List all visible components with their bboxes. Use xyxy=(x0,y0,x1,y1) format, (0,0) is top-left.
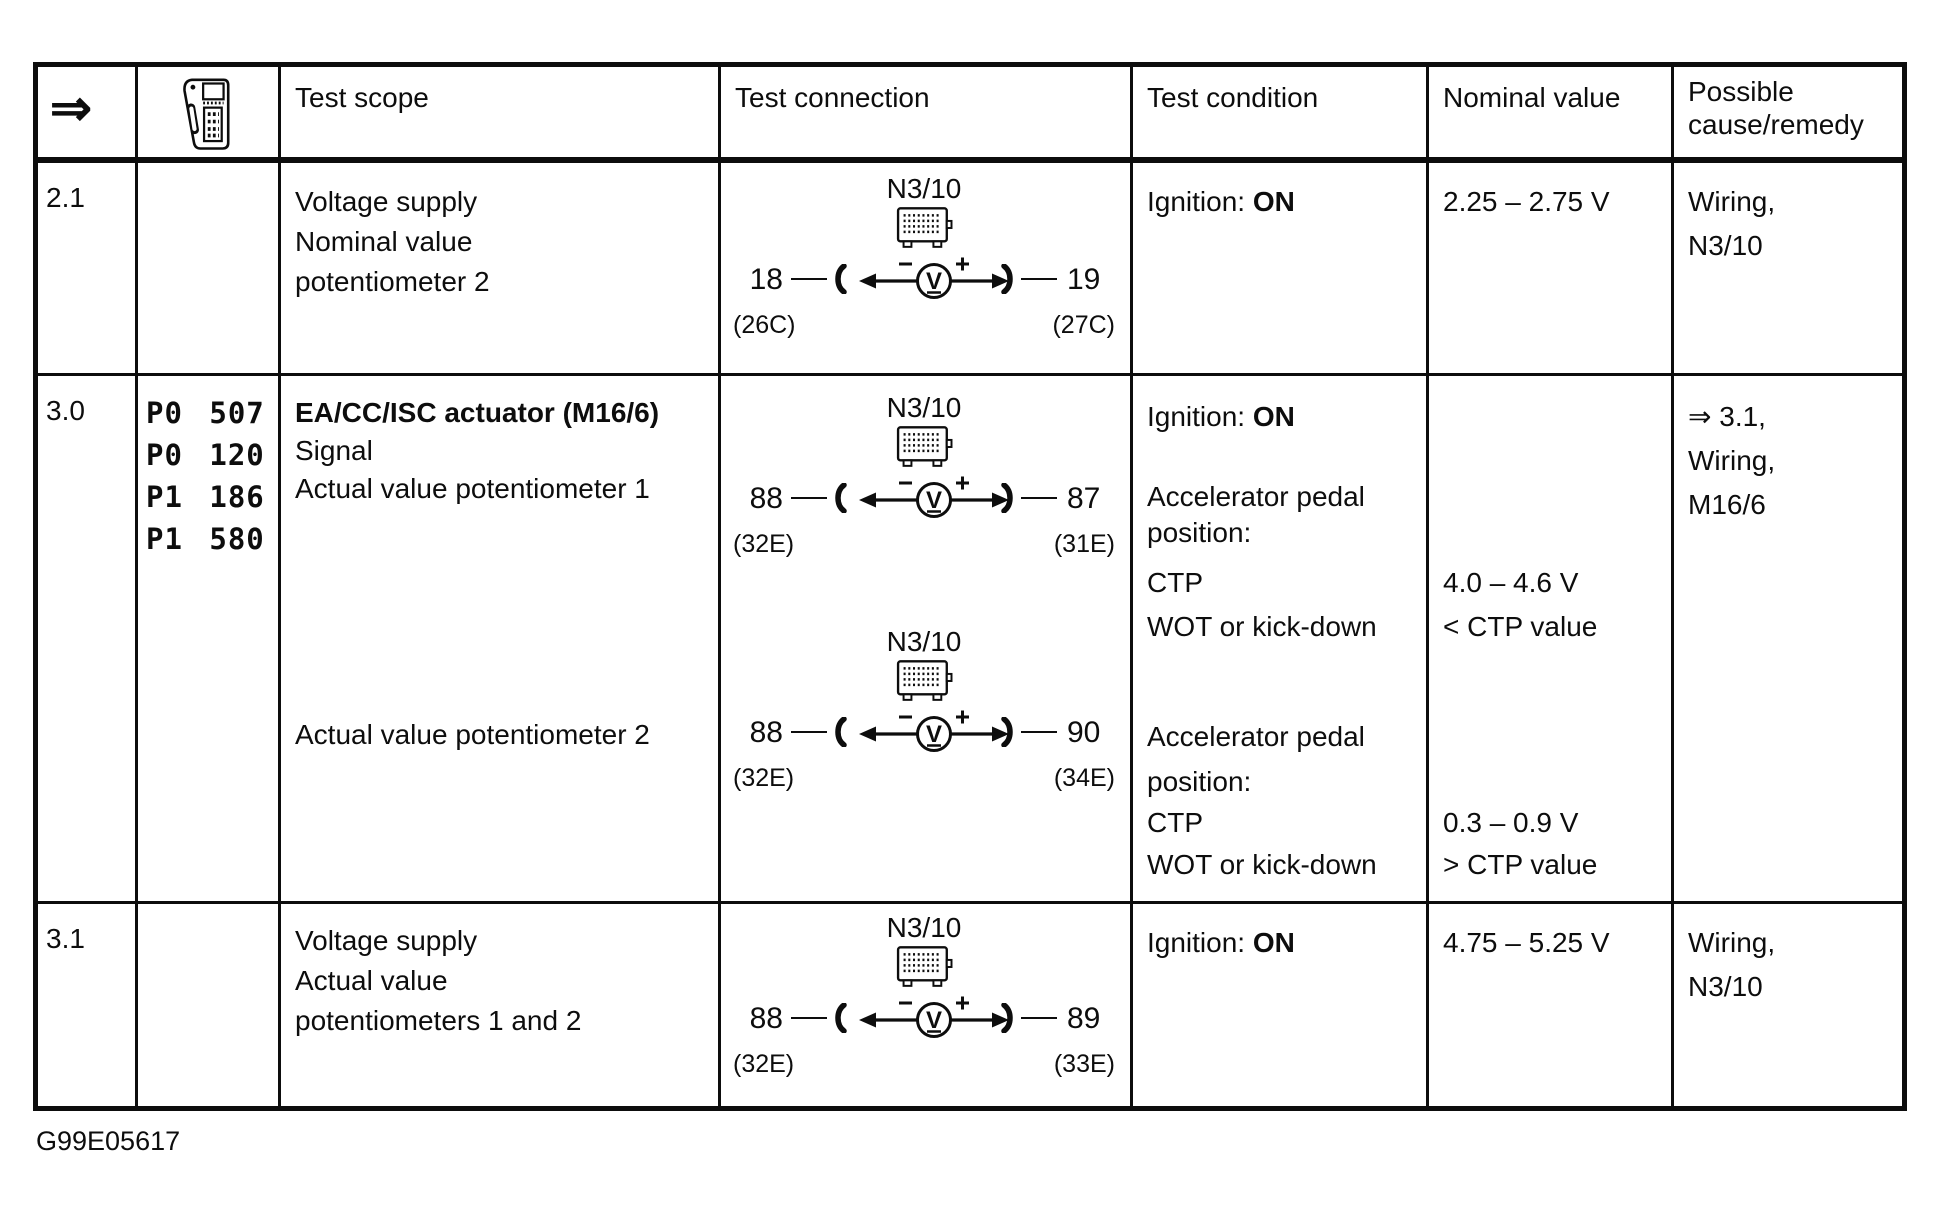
header-cell-step xyxy=(38,67,138,163)
socket-left: (32E) xyxy=(733,1050,795,1078)
row-2-1-condition-cell xyxy=(1133,163,1429,376)
condition-line: WOT or kick-down xyxy=(1147,849,1377,880)
step-number: 3.0 xyxy=(46,395,85,426)
socket-left: (26C) xyxy=(733,311,796,339)
socket-right: (33E) xyxy=(1053,1050,1115,1078)
scope-line: Signal xyxy=(295,435,373,466)
socket-labels xyxy=(731,1050,1117,1079)
scope-line: Actual value potentiometer 2 xyxy=(295,719,650,750)
voltmeter-diagram xyxy=(731,990,1117,1046)
row-3-1-cause-cell xyxy=(1674,904,1902,1106)
scope-title: EA/CC/ISC actuator (M16/6) xyxy=(295,397,660,428)
row-3-1-step-cell xyxy=(38,904,138,1106)
row-3-0-condition-cell xyxy=(1133,376,1429,904)
header-cell-nominal-value xyxy=(1429,67,1674,163)
connector-icon xyxy=(887,945,961,989)
scope-line: Actual value potentiometer 1 xyxy=(295,473,650,504)
condition-line: CTP xyxy=(1147,807,1203,838)
nominal-value: 0.3 – 0.9 V xyxy=(1443,807,1579,838)
connector-icon xyxy=(887,659,961,703)
svg-text:18: 18 xyxy=(749,263,783,296)
voltmeter-diagram xyxy=(731,470,1117,526)
svg-text:88: 88 xyxy=(749,482,783,515)
test-connection-diagram xyxy=(731,392,1117,559)
row-3-0-step-cell xyxy=(38,376,138,904)
cause-line: N3/10 xyxy=(1688,971,1763,1002)
cause-line: Wiring, xyxy=(1688,927,1776,958)
scope-line: Voltage supply xyxy=(295,925,478,956)
header-cell-tester xyxy=(138,67,281,163)
row-3-1-codes-cell xyxy=(138,904,281,1106)
row-3-0-codes-cell xyxy=(138,376,281,904)
scope-line: Nominal value xyxy=(295,226,473,257)
fault-code: P1 580 xyxy=(146,522,265,556)
row-3-1-connection-cell xyxy=(721,904,1133,1106)
header-cell-test-condition xyxy=(1133,67,1429,163)
step-number: 3.1 xyxy=(46,923,85,954)
column-title: Test condition xyxy=(1147,82,1319,113)
fault-code: P1 186 xyxy=(146,480,265,514)
nominal-value: 4.75 – 5.25 V xyxy=(1443,927,1610,958)
socket-right: (34E) xyxy=(1053,764,1115,792)
row-3-1-condition-cell xyxy=(1133,904,1429,1106)
header-cell-test-connection xyxy=(721,67,1133,163)
row-2-1-scope-cell xyxy=(281,163,721,376)
svg-text:19: 19 xyxy=(1067,263,1101,296)
socket-labels xyxy=(731,311,1117,340)
condition-line: Accelerator pedal xyxy=(1147,481,1365,512)
svg-text:89: 89 xyxy=(1067,1002,1101,1035)
voltmeter-diagram xyxy=(731,704,1117,760)
row-3-1-nominal-cell xyxy=(1429,904,1674,1106)
row-2-1-connection-cell xyxy=(721,163,1133,376)
cause-line: Wiring, xyxy=(1688,186,1776,217)
header-cell-possible-cause xyxy=(1674,67,1902,163)
column-title: Nominal value xyxy=(1443,82,1621,113)
test-connection-diagram xyxy=(731,173,1117,340)
condition-line: Ignition: ON xyxy=(1147,186,1295,217)
nominal-value: < CTP value xyxy=(1443,611,1598,642)
svg-text:87: 87 xyxy=(1067,482,1101,515)
fault-code: P0 120 xyxy=(146,438,265,472)
condition-line: Accelerator pedal xyxy=(1147,721,1365,752)
column-title: Test scope xyxy=(295,82,429,113)
socket-right: (31E) xyxy=(1053,530,1115,558)
connector-icon xyxy=(887,206,961,250)
row-3-0-scope-cell xyxy=(281,376,721,904)
row-2-1-cause-cell xyxy=(1674,163,1902,376)
hand-held-tester-icon xyxy=(174,77,236,155)
cause-line: Wiring, xyxy=(1688,445,1776,476)
header-cell-test-scope xyxy=(281,67,721,163)
fault-code: P0 507 xyxy=(146,396,265,430)
module-label: N3/10 xyxy=(886,912,962,943)
condition-line: Ignition: ON xyxy=(1147,401,1295,432)
row-2-1-nominal-cell xyxy=(1429,163,1674,376)
forward-arrow-icon: ⇒ xyxy=(50,80,92,136)
socket-labels xyxy=(731,764,1117,793)
column-title: Test connection xyxy=(735,82,930,113)
fault-code-display xyxy=(146,392,265,560)
row-3-0-nominal-cell xyxy=(1429,376,1674,904)
row-3-1-scope-cell xyxy=(281,904,721,1106)
svg-text:88: 88 xyxy=(749,716,783,749)
test-connection-diagram xyxy=(731,626,1117,793)
module-label: N3/10 xyxy=(886,173,962,204)
scope-line: Voltage supply xyxy=(295,186,478,217)
socket-labels xyxy=(731,530,1117,559)
connector-icon xyxy=(887,425,961,469)
voltmeter-diagram xyxy=(731,251,1117,307)
condition-line: position: xyxy=(1147,766,1252,797)
module-label: N3/10 xyxy=(886,626,962,657)
diagnostic-test-table xyxy=(33,62,1907,1111)
cause-line: ⇒ 3.1, xyxy=(1688,401,1766,432)
socket-right: (27C) xyxy=(1052,311,1115,339)
svg-text:90: 90 xyxy=(1067,716,1101,749)
row-3-0-connection-cell xyxy=(721,376,1133,904)
socket-left: (32E) xyxy=(733,530,795,558)
condition-line: CTP xyxy=(1147,567,1203,598)
svg-text:88: 88 xyxy=(749,1002,783,1035)
row-2-1-codes-cell xyxy=(138,163,281,376)
condition-line: Ignition: ON xyxy=(1147,927,1295,958)
condition-line: position: xyxy=(1147,517,1252,548)
nominal-value: > CTP value xyxy=(1443,849,1598,880)
figure-id-caption: G99E05617 xyxy=(36,1126,181,1156)
condition-line: WOT or kick-down xyxy=(1147,611,1377,642)
nominal-value: 2.25 – 2.75 V xyxy=(1443,186,1610,217)
row-3-0-cause-cell xyxy=(1674,376,1902,904)
scope-line: Actual value xyxy=(295,965,448,996)
scope-line: potentiometer 2 xyxy=(295,266,490,297)
nominal-value: 4.0 – 4.6 V xyxy=(1443,567,1579,598)
cause-line: M16/6 xyxy=(1688,489,1766,520)
step-number: 2.1 xyxy=(46,182,85,213)
module-label: N3/10 xyxy=(886,392,962,423)
cause-line: N3/10 xyxy=(1688,230,1763,261)
scope-line: potentiometers 1 and 2 xyxy=(295,1005,582,1036)
column-title: Possible cause/remedy xyxy=(1688,76,1864,140)
socket-left: (32E) xyxy=(733,764,795,792)
test-connection-diagram xyxy=(731,912,1117,1079)
row-2-1-step-cell xyxy=(38,163,138,376)
